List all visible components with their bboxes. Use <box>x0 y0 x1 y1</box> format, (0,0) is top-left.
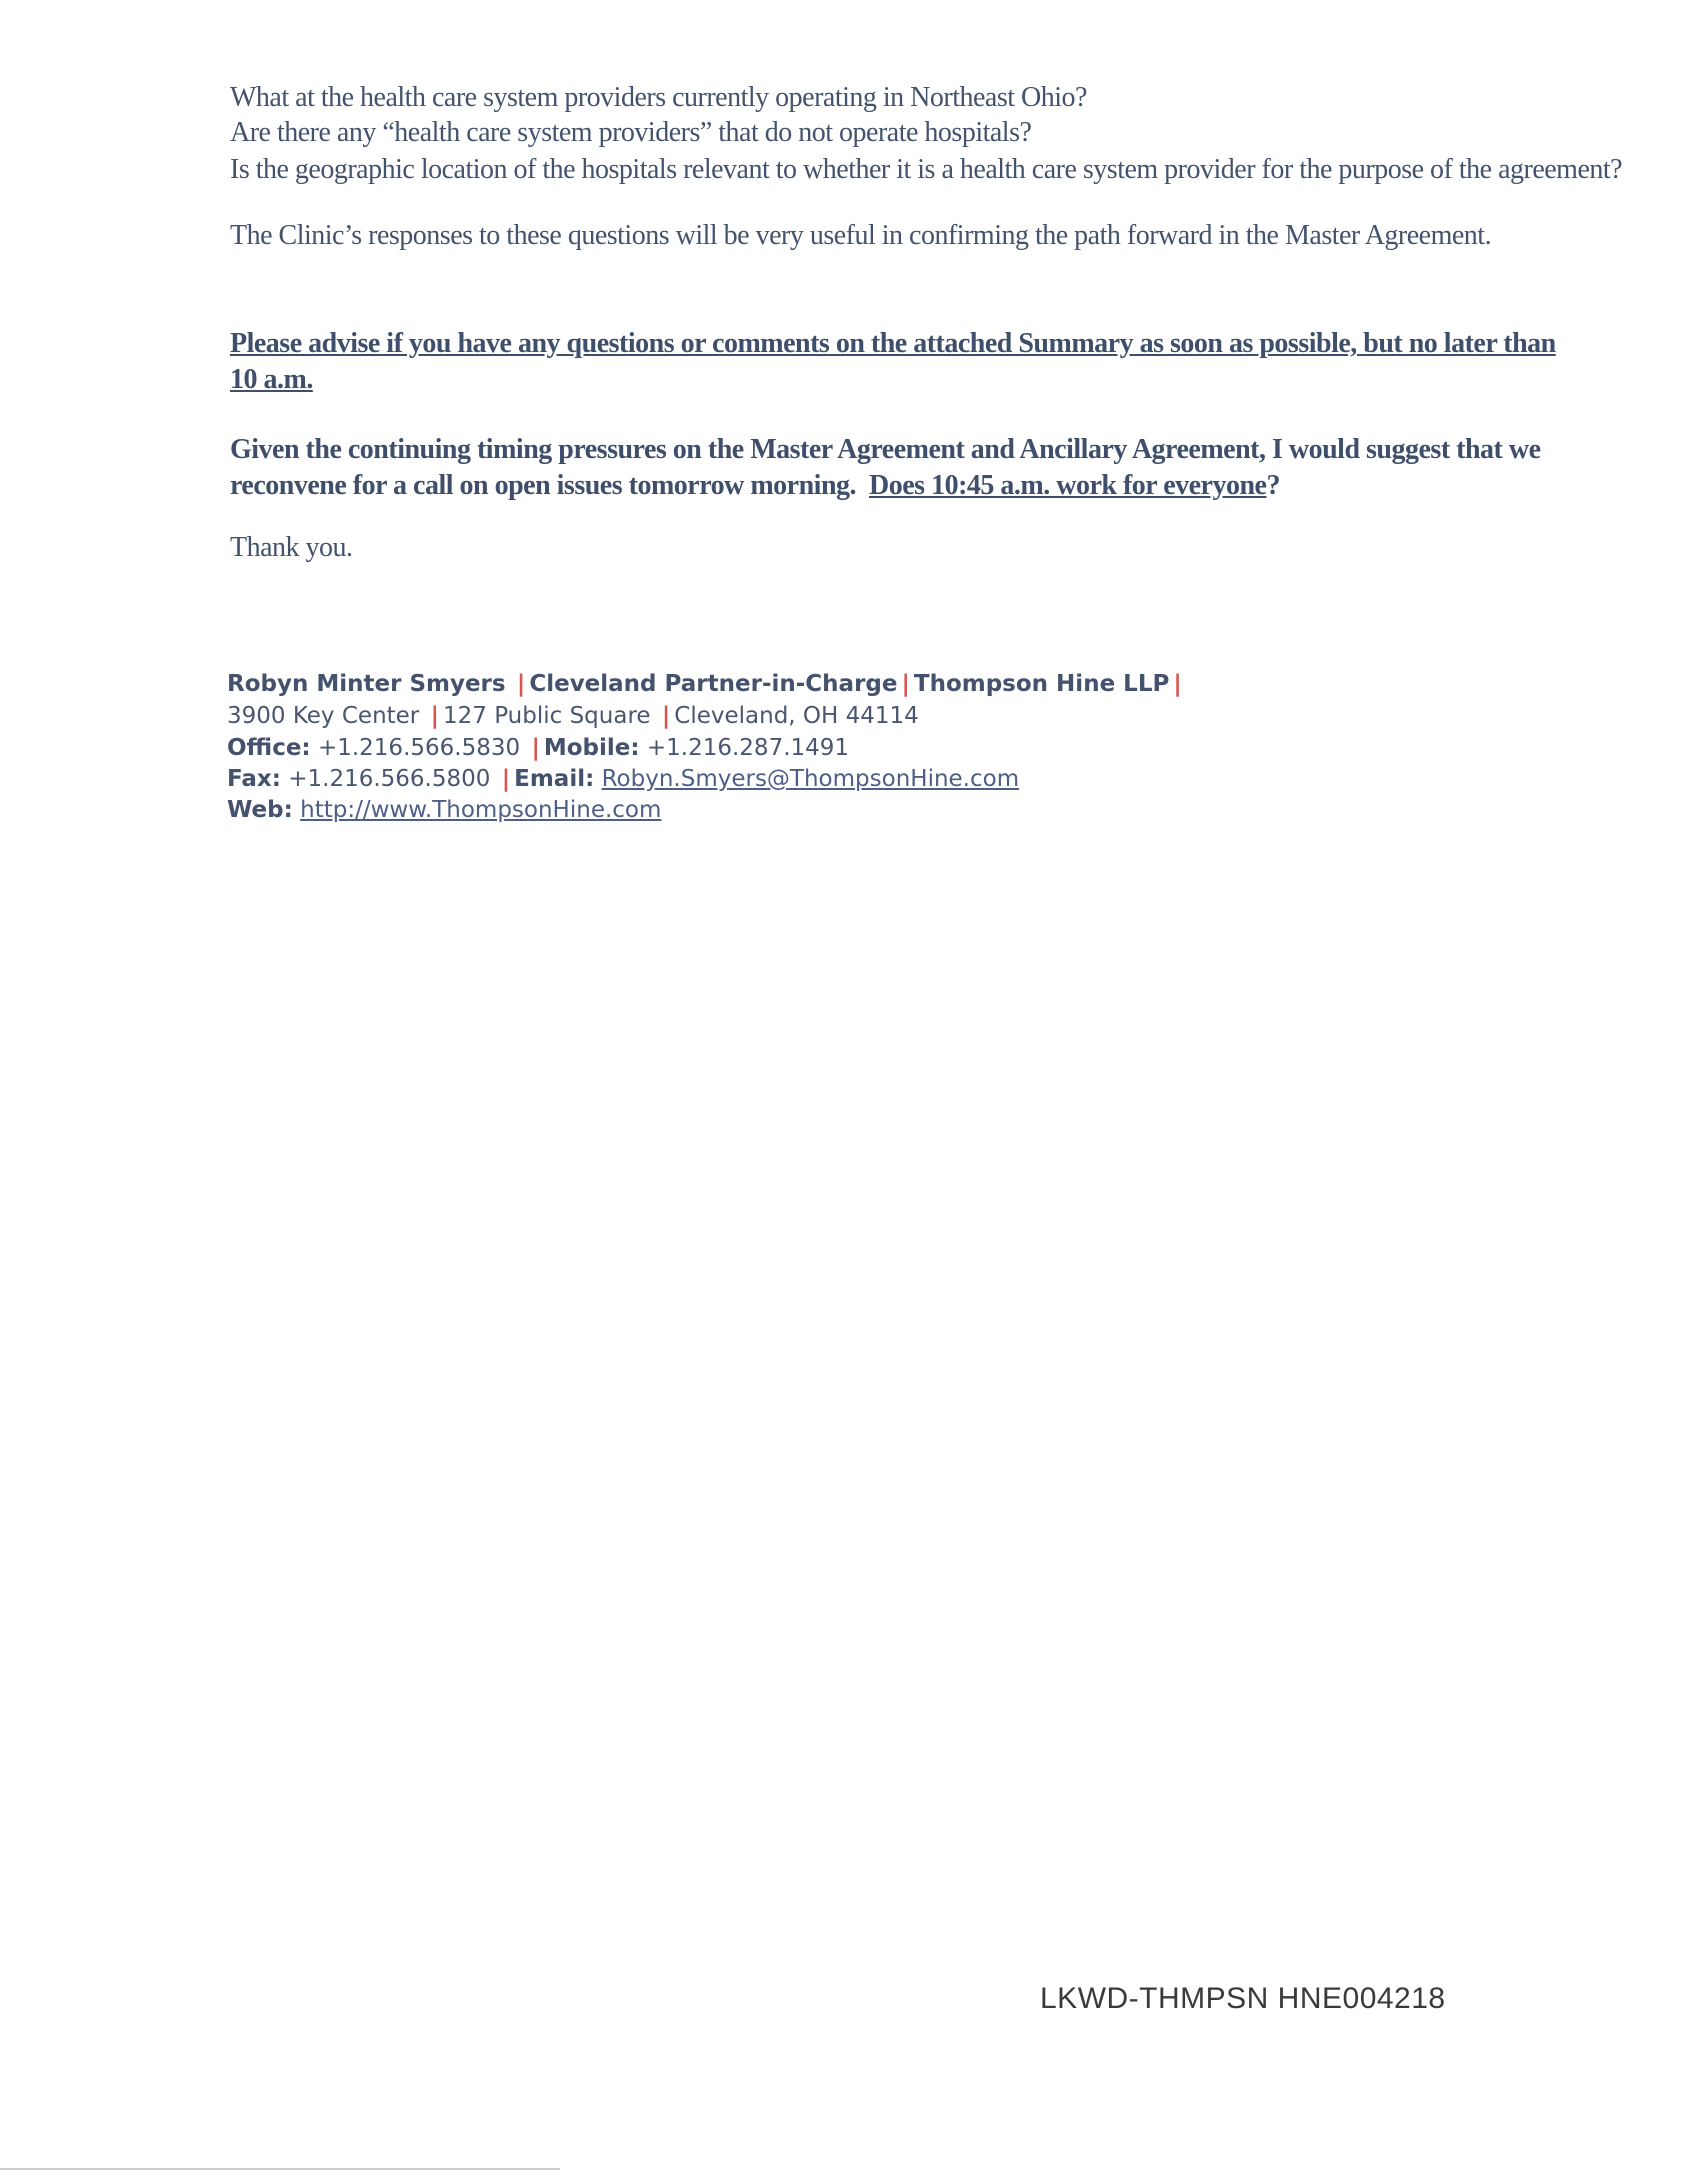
closing: Thank you. <box>230 532 353 563</box>
mobile-phone: +1.216.287.1491 <box>646 735 850 761</box>
signature-name: Robyn Minter Smyers <box>227 671 506 697</box>
signature-address2: 127 Public Square <box>442 703 651 729</box>
timing-paragraph <box>230 432 1580 504</box>
signature-address1: 3900 Key Center <box>227 703 420 729</box>
separator: | <box>430 703 439 729</box>
mobile-label: Mobile: <box>543 735 640 761</box>
office-label: Office: <box>227 735 311 761</box>
fax-number: +1.216.566.5800 <box>288 766 491 792</box>
signature-line-1 <box>227 669 1186 699</box>
timing-question-mark: ? <box>1266 470 1280 501</box>
signature-title: Cleveland Partner-in-Charge <box>529 671 898 697</box>
separator: | <box>1173 671 1182 697</box>
web-label: Web: <box>227 797 293 823</box>
fax-label: Fax: <box>227 766 281 792</box>
timing-question: Does 10:45 a.m. work for everyone <box>869 470 1267 501</box>
question-3: Is the geographic location of the hospitals relevant to whether it is a health care system provider for the purpose of the agreement? <box>230 154 1623 185</box>
separator: | <box>516 671 526 697</box>
signature-line-2 <box>227 701 919 731</box>
question-2: Are there any “health care system providers” that do not operate hospitals? <box>230 117 1032 148</box>
signature-line-3 <box>227 733 849 763</box>
separator: | <box>661 703 671 729</box>
scan-edge-line <box>0 2168 560 2170</box>
signature-line-4 <box>227 764 1019 794</box>
email-label: Email: <box>514 766 595 792</box>
advise-paragraph: Please advise if you have any questions or comments on the attached Summary as soon as possible, but no later than 10 a.m. <box>230 328 1556 395</box>
separator: | <box>901 671 910 697</box>
separator: | <box>531 735 540 761</box>
bates-number: LKWD-THMPSN HNE004218 <box>1040 1982 1446 2015</box>
clinic-paragraph: The Clinic’s responses to these questions will be very useful in confirming the path forward in the Master Agreement. <box>230 220 1492 251</box>
signature-line-5 <box>227 795 661 825</box>
separator: | <box>501 766 511 792</box>
question-1: What at the health care system providers currently operating in Northeast Ohio? <box>230 82 1087 113</box>
signature-city: Cleveland, OH 44114 <box>674 703 919 729</box>
office-phone: +1.216.566.5830 <box>317 735 521 761</box>
web-link[interactable]: http://www.ThompsonHine.com <box>300 797 662 823</box>
email-link[interactable]: Robyn.Smyers@ThompsonHine.com <box>601 766 1020 792</box>
signature-firm: Thompson Hine LLP <box>913 671 1170 697</box>
timing-text: Given the continuing timing pressures on the Master Agreement and Ancillary Agreement, I would suggest that we reconvene for a call on open issues tomorrow morning. <box>230 434 1541 501</box>
